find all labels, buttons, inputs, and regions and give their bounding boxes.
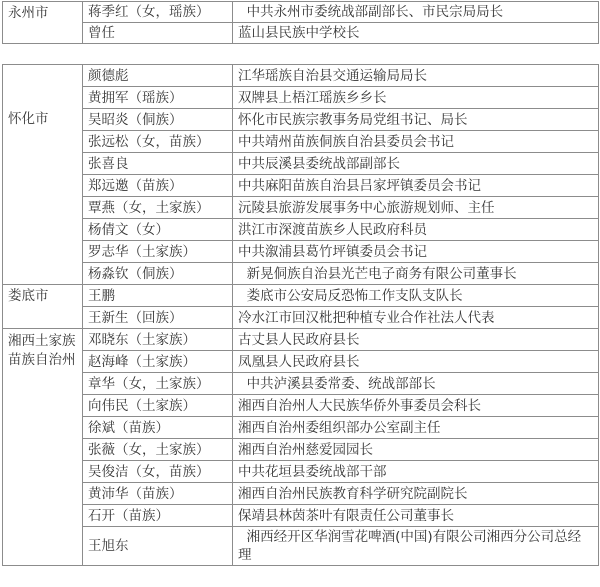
table-row <box>3 417 599 439</box>
region-cell: 永州市 <box>3 2 83 44</box>
table-row <box>3 219 599 241</box>
table-row <box>3 23 599 44</box>
position-cell: 双牌县上梧江瑶族乡乡长 <box>233 87 599 109</box>
table-row <box>3 2 599 23</box>
position-cell: 中共溆浦县葛竹坪镇委员会书记 <box>233 241 599 263</box>
table-row <box>3 153 599 175</box>
region-cell: 娄底市 <box>3 285 83 329</box>
position-cell: 湘西经开区华润雪花啤酒(中国)有限公司湘西分公司总经理 <box>233 527 599 566</box>
name-cell: 颜德彪 <box>83 65 233 87</box>
table-row <box>3 527 599 566</box>
table-row <box>3 263 599 285</box>
position-cell: 中共靖州苗族侗族自治县委员会书记 <box>233 131 599 153</box>
table-row <box>3 109 599 131</box>
table-row <box>3 483 599 505</box>
main-table <box>2 64 599 566</box>
name-cell: 杨倩文（女） <box>83 219 233 241</box>
name-cell: 吴俊洁（女，苗族） <box>83 461 233 483</box>
position-cell: 沅陵县旅游发展事务中心旅游规划师、主任 <box>233 197 599 219</box>
position-cell: 中共辰溪县委统战部副部长 <box>233 153 599 175</box>
position-cell: 古丈县人民政府县长 <box>233 329 599 351</box>
name-cell: 覃燕（女，土家族） <box>83 197 233 219</box>
position-cell: 中共泸溪县委常委、统战部部长 <box>233 373 599 395</box>
table-row <box>3 307 599 329</box>
name-cell: 赵海峰（土家族） <box>83 351 233 373</box>
table-row <box>3 241 599 263</box>
name-cell: 杨淼钦（侗族） <box>83 263 233 285</box>
name-cell: 王鹏 <box>83 285 233 307</box>
table-row <box>3 329 599 351</box>
position-cell: 湘西自治州人大民族华侨外事委员会科长 <box>233 395 599 417</box>
name-cell: 王旭东 <box>83 527 233 566</box>
name-cell: 章华（女，土家族） <box>83 373 233 395</box>
table-row <box>3 505 599 527</box>
top-table <box>2 1 599 44</box>
table-row <box>3 373 599 395</box>
name-cell: 曾任 <box>83 23 233 44</box>
position-cell: 洪江市深渡苗族乡人民政府科员 <box>233 219 599 241</box>
name-cell: 邓晓东（土家族） <box>83 329 233 351</box>
position-cell: 中共永州市委统战部副部长、市民宗局局长 <box>233 2 599 23</box>
position-cell: 怀化市民族宗教事务局党组书记、局长 <box>233 109 599 131</box>
position-cell: 新晃侗族自治县光芒电子商务有限公司董事长 <box>233 263 599 285</box>
table-row <box>3 439 599 461</box>
name-cell: 罗志华（土家族） <box>83 241 233 263</box>
name-cell: 吴昭炎（侗族） <box>83 109 233 131</box>
position-cell: 中共花垣县委统战部干部 <box>233 461 599 483</box>
position-cell: 蓝山县民族中学校长 <box>233 23 599 44</box>
name-cell: 黄沛华（苗族） <box>83 483 233 505</box>
table-row <box>3 461 599 483</box>
table-row <box>3 285 599 307</box>
table-row <box>3 351 599 373</box>
name-cell: 张远松（女，苗族） <box>83 131 233 153</box>
name-cell: 蒋季红（女，瑶族） <box>83 2 233 23</box>
table-row <box>3 65 599 87</box>
position-cell: 凤凰县人民政府县长 <box>233 351 599 373</box>
name-cell: 张喜良 <box>83 153 233 175</box>
position-cell: 冷水江市回汉枇把种植专业合作社法人代表 <box>233 307 599 329</box>
table-row <box>3 131 599 153</box>
name-cell: 石开（苗族） <box>83 505 233 527</box>
table-row <box>3 87 599 109</box>
position-cell: 中共麻阳苗族自治县吕家坪镇委员会书记 <box>233 175 599 197</box>
table-row <box>3 175 599 197</box>
name-cell: 黄拥军（瑶族） <box>83 87 233 109</box>
table-row <box>3 197 599 219</box>
region-cell: 怀化市 <box>3 65 83 285</box>
name-cell: 向伟民（土家族） <box>83 395 233 417</box>
position-cell: 湘西自治州委组织部办公室副主任 <box>233 417 599 439</box>
region-cell: 湘西土家族苗族自治州 <box>3 329 83 566</box>
position-cell: 保靖县林茵茶叶有限责任公司董事长 <box>233 505 599 527</box>
position-cell: 娄底市公安局反恐怖工作支队支队长 <box>233 285 599 307</box>
name-cell: 徐斌（苗族） <box>83 417 233 439</box>
position-cell: 湘西自治州民族教育科学研究院副院长 <box>233 483 599 505</box>
name-cell: 王新生（回族） <box>83 307 233 329</box>
name-cell: 郑远邀（苗族） <box>83 175 233 197</box>
position-cell: 湘西自治州慈爱园园长 <box>233 439 599 461</box>
table-row <box>3 395 599 417</box>
position-cell: 江华瑶族自治县交通运输局局长 <box>233 65 599 87</box>
name-cell: 张薇（女，土家族） <box>83 439 233 461</box>
